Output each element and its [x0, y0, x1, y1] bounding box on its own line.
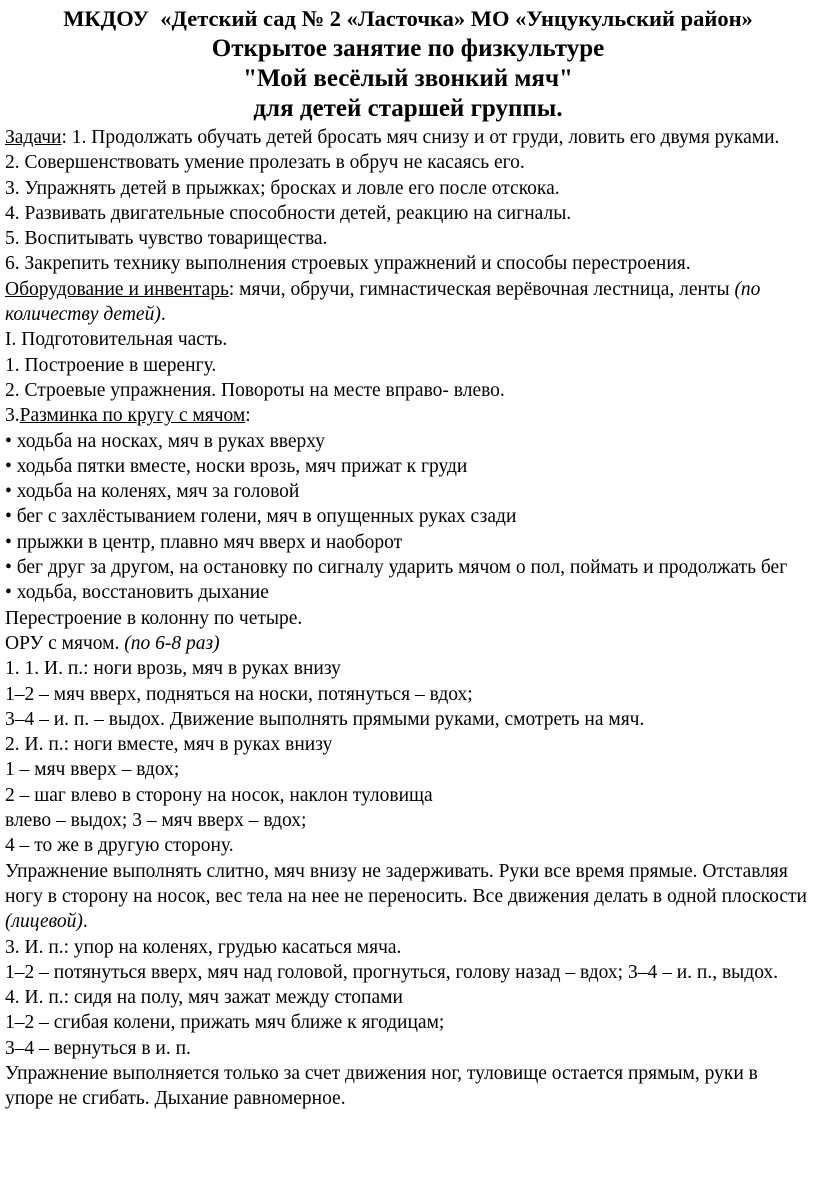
text-run: 3–4 – и. п. – выдох. Движение выполнять прямыми руками, смотреть на мяч. [5, 708, 645, 730]
paragraph [5, 808, 810, 833]
text-run: 1. Построение в шеренгу. [5, 354, 217, 376]
paragraph [5, 201, 810, 226]
text-run: • бег с захлёстыванием голени, мяч в опущенных руках сзади [5, 506, 517, 528]
text-run: 6. Закрепить технику выполнения строевых упражнений и способы перестроения. [5, 253, 691, 275]
text-run: Разминка по кругу с мячом [19, 405, 246, 427]
text-run: 5. Воспитывать чувство товарищества. [5, 228, 328, 250]
text-run: 3. И. п.: упор на коленях, грудью касаться мяча. [5, 936, 402, 958]
paragraph [5, 429, 810, 454]
paragraph [5, 454, 810, 479]
paragraph [5, 833, 810, 858]
paragraph [5, 327, 810, 352]
paragraph [5, 757, 810, 782]
text-run: 4. И. п.: сидя на полу, мяч зажат между стопами [5, 987, 403, 1009]
text-run: (по 6-8 раз) [124, 632, 220, 654]
paragraph [5, 606, 810, 631]
text-run: 1 – мяч вверх – вдох; [5, 759, 180, 781]
text-run: 2. И. п.: ноги вместе, мяч в руках внизу [5, 734, 333, 756]
paragraph [5, 378, 810, 403]
paragraph [5, 732, 810, 757]
text-run: • ходьба на носках, мяч в руках вверху [5, 430, 326, 452]
text-run: • ходьба на коленях, мяч за головой [5, 481, 300, 503]
audience-line: для детей старшей группы. [253, 95, 563, 122]
text-run: Упражнение выполняется только за счет движения ног, туловище остается прямым, руки в упоре не сгибать. Дыхание равномерное. [5, 1062, 763, 1110]
paragraph [5, 1061, 810, 1112]
text-run: 1–2 – потянуться вверх, мяч над головой, прогнуться, голову назад – вдох; 3–4 – и. п., выдох. [5, 961, 779, 983]
text-run: 2. Строевые упражнения. Повороты на месте вправо- влево. [5, 379, 505, 401]
text-run: 2 – шаг влево в сторону на носок, наклон туловища [5, 784, 433, 806]
paragraph [5, 580, 810, 605]
text-run: I. Подготовительная часть. [5, 329, 228, 351]
org-title: МКДОУ «Детский сад № 2 «Ласточка» МО «Унцукульский район» [63, 6, 753, 31]
text-run: : [245, 405, 251, 427]
text-run: 3. Упражнять детей в прыжках; бросках и ловле его после отскока. [5, 177, 560, 199]
paragraph [5, 960, 810, 985]
paragraph [5, 353, 810, 378]
paragraph [5, 277, 810, 328]
paragraph [5, 783, 810, 808]
paragraph [5, 555, 810, 580]
paragraph [5, 631, 810, 656]
paragraph [5, 226, 810, 251]
text-run: . [82, 911, 88, 933]
text-run: 1–2 – мяч вверх, подняться на носки, потянуться – вдох; [5, 683, 473, 705]
paragraph [5, 656, 810, 681]
paragraph [5, 504, 810, 529]
text-run: Задачи [5, 127, 62, 148]
paragraph [5, 935, 810, 960]
lesson-title: Открытое занятие по физкультуре [211, 35, 605, 62]
paragraph [5, 150, 810, 175]
text-run: . [160, 304, 166, 326]
text-run: (по количеству детей) [5, 278, 766, 326]
paragraph [5, 125, 810, 150]
paragraph [5, 251, 810, 276]
paragraph [5, 985, 810, 1010]
text-run: : мячи, обручи, гимнастическая верёвочная лестница, ленты [228, 278, 735, 300]
text-run: 3–4 – вернуться в и. п. [5, 1037, 191, 1059]
text-run: : 1. Продолжать обучать детей бросать мяч снизу и от груди, ловить его двумя руками. [61, 127, 780, 148]
text-run: 1–2 – сгибая колени, прижать мяч ближе к ягодицам; [5, 1012, 445, 1034]
document-header [0, 0, 816, 124]
text-run: Упражнение выполнять слитно, мяч внизу не задерживать. Руки все время прямые. Отставляя ногу в сторону на носок, вес тела на нее не переносить. Все движения делать в одной плоскости [5, 860, 812, 907]
paragraph [5, 530, 810, 555]
text-run: Оборудование и инвентарь [5, 278, 229, 300]
lesson-subtitle: "Мой весёлый звонкий мяч" [243, 65, 573, 92]
text-run: • ходьба, восстановить дыхание [5, 582, 269, 604]
paragraph [5, 1010, 810, 1035]
text-run: 4. Развивать двигательные способности детей, реакцию на сигналы. [5, 202, 572, 224]
text-run: влево – выдох; 3 – мяч вверх – вдох; [5, 810, 307, 832]
text-run: 1. 1. И. п.: ноги врозь, мяч в руках внизу [5, 658, 341, 680]
text-run: 4 – то же в другую сторону. [5, 835, 234, 857]
paragraph [5, 682, 810, 707]
paragraph [5, 707, 810, 732]
text-run: ОРУ с мячом. [5, 632, 125, 654]
text-run: • бег друг за другом, на остановку по сигналу ударить мячом о пол, поймать и продолжать бег [5, 557, 788, 579]
text-run: Перестроение в колонну по четыре. [5, 607, 303, 629]
document-body [0, 124, 816, 1112]
text-run: • прыжки в центр, плавно мяч вверх и наоборот [5, 531, 403, 553]
paragraph [5, 479, 810, 504]
text-run: 2. Совершенствовать умение пролезать в обруч не касаясь его. [5, 152, 525, 174]
paragraph [5, 859, 810, 935]
paragraph [5, 403, 810, 428]
text-run: 3. [5, 405, 20, 427]
paragraph [5, 176, 810, 201]
text-run: (лицевой) [5, 911, 83, 933]
paragraph [5, 1036, 810, 1061]
text-run: • ходьба пятки вместе, носки врозь, мяч прижат к груди [5, 455, 468, 477]
